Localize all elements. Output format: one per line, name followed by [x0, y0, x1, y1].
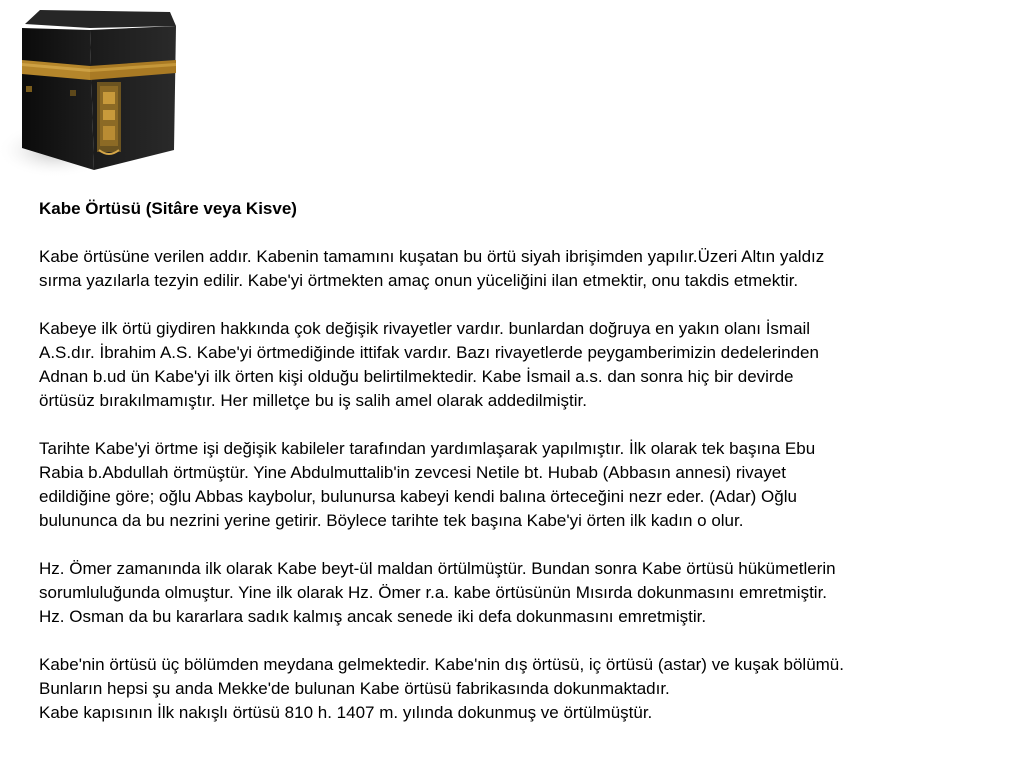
paragraph-4	[39, 557, 999, 629]
paragraph-line: Adnan b.ud ün Kabe'yi ilk örten kişi olduğu belirtilmektedir. Kabe İsmail a.s. dan sonra hiç bir devirde	[39, 367, 794, 386]
paragraph-line: örtüsüz bırakılmamıştır. Her milletçe bu iş salih amel olarak addedilmiştir.	[39, 391, 587, 410]
paragraph-line: Kabe örtüsüne verilen addır. Kabenin tamamını kuşatan bu örtü siyah ibrişimden yapılır.Üzeri Altın yaldız	[39, 247, 825, 266]
kaaba-image	[0, 0, 185, 180]
page-title: Kabe Örtüsü (Sitâre veya Kisve)	[39, 199, 297, 218]
paragraph-line: Hz. Osman da bu kararlara sadık kalmış ancak senede iki defa dokunmasını emretmiştir.	[39, 607, 707, 626]
paragraph-line: sırma yazılarla tezyin edilir. Kabe'yi örtmekten amaç onun yüceliğini ilan etmektir, onu takdis etmektir.	[39, 271, 799, 290]
paragraph-line: Kabeye ilk örtü giydiren hakkında çok değişik rivayetler vardır. bunlardan doğruya en yakın olanı İsmail	[39, 319, 811, 338]
paragraph-line: bulununca da bu nezrini yerine getirir. Böylece tarihte tek başına Kabe'yi örten ilk kadın o olur.	[39, 511, 744, 530]
article	[39, 197, 999, 725]
paragraph-line: edildiğine göre; oğlu Abbas kaybolur, bulunursa kabeyi kendi balına örteceğini nezr eder. (Adar) Oğlu	[39, 487, 797, 506]
paragraph-line: Rabia b.Abdullah örtmüştür. Yine Abdulmuttalib'in zevcesi Netile bt. Hubab (Abbasın annesi) rivayet	[39, 463, 786, 482]
paragraph-3	[39, 437, 999, 533]
paragraph-line: Kabe'nin örtüsü üç bölümden meydana gelmektedir. Kabe'nin dış örtüsü, iç örtüsü (astar) ve kuşak bölümü.	[39, 655, 844, 674]
paragraph-2	[39, 317, 999, 413]
paragraph-line: Bunların hepsi şu anda Mekke'de bulunan Kabe örtüsü fabrikasında dokunmaktadır.	[39, 679, 670, 698]
paragraph-5	[39, 653, 999, 725]
paragraph-1	[39, 245, 999, 293]
paragraph-line: Kabe kapısının İlk nakışlı örtüsü 810 h. 1407 m. yılında dokunmuş ve örtülmüştür.	[39, 703, 653, 722]
paragraph-line: Hz. Ömer zamanında ilk olarak Kabe beyt-ül maldan örtülmüştür. Bundan sonra Kabe örtüsü hükümetlerin	[39, 559, 836, 578]
paragraph-line: Tarihte Kabe'yi örtme işi değişik kabileler tarafından yardımlaşarak yapılmıştır. İlk olarak tek başına Ebu	[39, 439, 816, 458]
paragraph-line: sorumluluğunda olmuştur. Yine ilk olarak Hz. Ömer r.a. kabe örtüsünün Mısırda dokunmasını emretmiştir.	[39, 583, 828, 602]
paragraph-line: A.S.dır. İbrahim A.S. Kabe'yi örtmediğinde ittifak vardır. Bazı rivayetlerde peygamberimizin dedelerinden	[39, 343, 819, 362]
